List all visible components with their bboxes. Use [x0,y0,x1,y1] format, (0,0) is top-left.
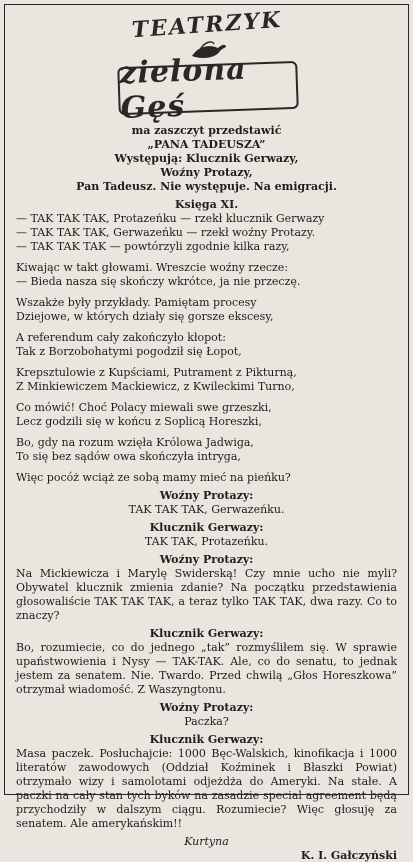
verse-line: Dziejowe, w których działy się gorsze ekscesy, [16,310,274,323]
speech-line: Paczka? [184,715,229,728]
speech-paragraph: Na Mickiewicza i Marylę Swiderską! Czy mnie ucho nie myli? Obywatel klucznik zmienia zdanie? Na początku przedstawienia głosowaliście TAK TAK TAK, a teraz tylko TAK TAK, dwa razy. Co to znaczy? [16,567,397,622]
logo [102,6,312,127]
speaker-name: Klucznik Gerwazy: [149,733,264,746]
speaker-name: Woźny Protazy: [159,489,254,502]
verse-line: Więc pocóż wciąż ze sobą mamy mieć na pieńku? [16,471,291,484]
speaker-name: Woźny Protazy: [159,553,254,566]
logo-box [117,51,299,127]
verse-line: To się bez sądów owa skończyła intryga, [16,450,241,463]
speech-paragraph: Bo, rozumiecie, co do jednego „tak” rozmyśliłem się. W sprawie upaństwowienia i Nysy — TAK-TAK. Ale, co do senatu, to jednak jestem za senatem. Nie. Twardo. Przed chwilą „Głos Horeszkowa” otrzymał wiadomość. Z Waszyngtonu. [16,641,397,696]
verse-line: Lecz godzili się w końcu z Soplicą Horeszki, [16,415,262,428]
logo-title: TEATRZYK [130,6,283,44]
verse-line: Wszakże były przykłady. Pamiętam procesy [16,296,257,309]
speech-paragraph: Masa paczek. Posłuchajcie: 1000 Bęc-Walskich, kinofikacja i 1000 literatów zawodowych (Oddział Koźminek i Błaszki Powiat) otrzymało wizy i samolotami odjeżdża do Ameryki. Na stałe. A paczki na cały stan tych byków na zasadzie special agreement będą przychodziły w dalszym ciągu. Rozumiecie? Więc głosuję za senatem. Ale amerykańskim!! [16,747,397,830]
cast-line: Występują: Klucznik Gerwazy, [114,152,299,165]
cast-line: Woźny Protazy, [160,166,253,179]
verse-line: Krepsztulowie z Kupściami, Putrament z Pikturną, [16,366,297,379]
play-title: „PANA TADEUSZA” [147,138,266,151]
logo-box-text: zielona Gęś [118,51,247,127]
author-signature: K. I. Gałczyński [300,849,397,862]
speech-line: TAK TAK, Protazeńku. [144,535,269,548]
curtain-note: Kurtyna [184,835,229,848]
verse-line: — TAK TAK TAK — powtórzyli zgodnie kilka razy, [16,240,290,253]
cast-line: Pan Tadeusz. Nie występuje. Na emigracji. [76,180,337,193]
speaker-name: Klucznik Gerwazy: [149,521,264,534]
speech-line: TAK TAK TAK, Gerwazeńku. [128,503,285,516]
verse-line: Tak z Borzobohatymi pogodził się Łopot, [16,345,242,358]
verse-line: A referendum cały zakończyło kłopot: [16,331,226,344]
speaker-name: Woźny Protazy: [159,701,254,714]
verse-line: — TAK TAK TAK, Protazeńku — rzekł klucznik Gerwazy [16,212,325,225]
verse-line: — TAK TAK TAK, Gerwazeńku — rzekł woźny Protazy. [16,226,316,239]
verse-line: Co mówić! Choć Polacy miewali swe grzeszki, [16,401,272,414]
verse-line: — Bieda nasza się skończy wkrótce, ja nie przeczę. [16,275,301,288]
intro-line: ma zaszczyt przedstawić [131,124,282,137]
book-title: Księga XI. [174,198,239,211]
verse-line: Kiwając w takt głowami. Wreszcie woźny rzecze: [16,261,289,274]
speaker-name: Klucznik Gerwazy: [149,627,264,640]
verse-line: Z Minkiewiczem Mackiewicz, z Kwileckimi Turno, [16,380,295,393]
verse-line: Bo, gdy na rozum wzięła Królowa Jadwiga, [16,436,254,449]
